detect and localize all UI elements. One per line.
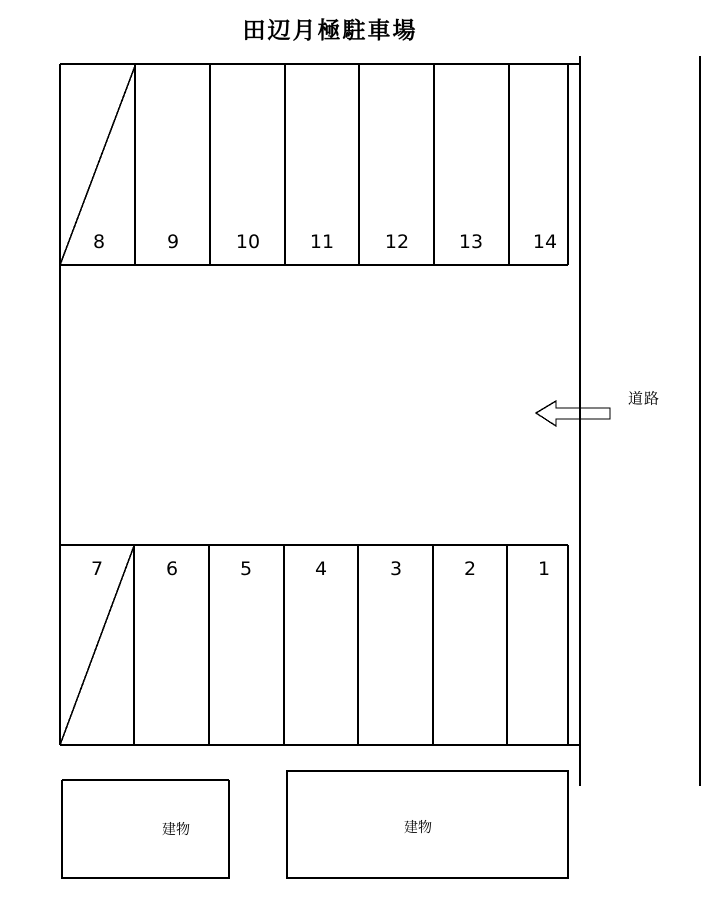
parking-slot-label: 3 bbox=[389, 558, 403, 580]
parking-slot-label: 9 bbox=[166, 231, 180, 253]
building-left-outline bbox=[62, 780, 229, 878]
parking-slot-label: 10 bbox=[235, 231, 261, 253]
parking-slot-label: 1 bbox=[537, 558, 551, 580]
road-arrow-icon bbox=[536, 401, 610, 426]
parking-slot-label: 5 bbox=[239, 558, 253, 580]
parking-slot-label: 8 bbox=[92, 231, 106, 253]
parking-slot-label: 7 bbox=[90, 558, 104, 580]
parking-slot-label: 2 bbox=[463, 558, 477, 580]
parking-slot-label: 11 bbox=[309, 231, 335, 253]
building-label: 建物 bbox=[404, 820, 432, 836]
parking-slot-label: 6 bbox=[165, 558, 179, 580]
building-label: 建物 bbox=[162, 822, 190, 838]
page-title: 田辺月極駐車場 bbox=[242, 18, 418, 44]
parking-slot-label: 13 bbox=[458, 231, 484, 253]
parking-slot-label: 14 bbox=[532, 231, 558, 253]
road-label: 道路 bbox=[627, 389, 661, 408]
parking-slot-label: 4 bbox=[314, 558, 328, 580]
parking-slot-label: 12 bbox=[384, 231, 410, 253]
